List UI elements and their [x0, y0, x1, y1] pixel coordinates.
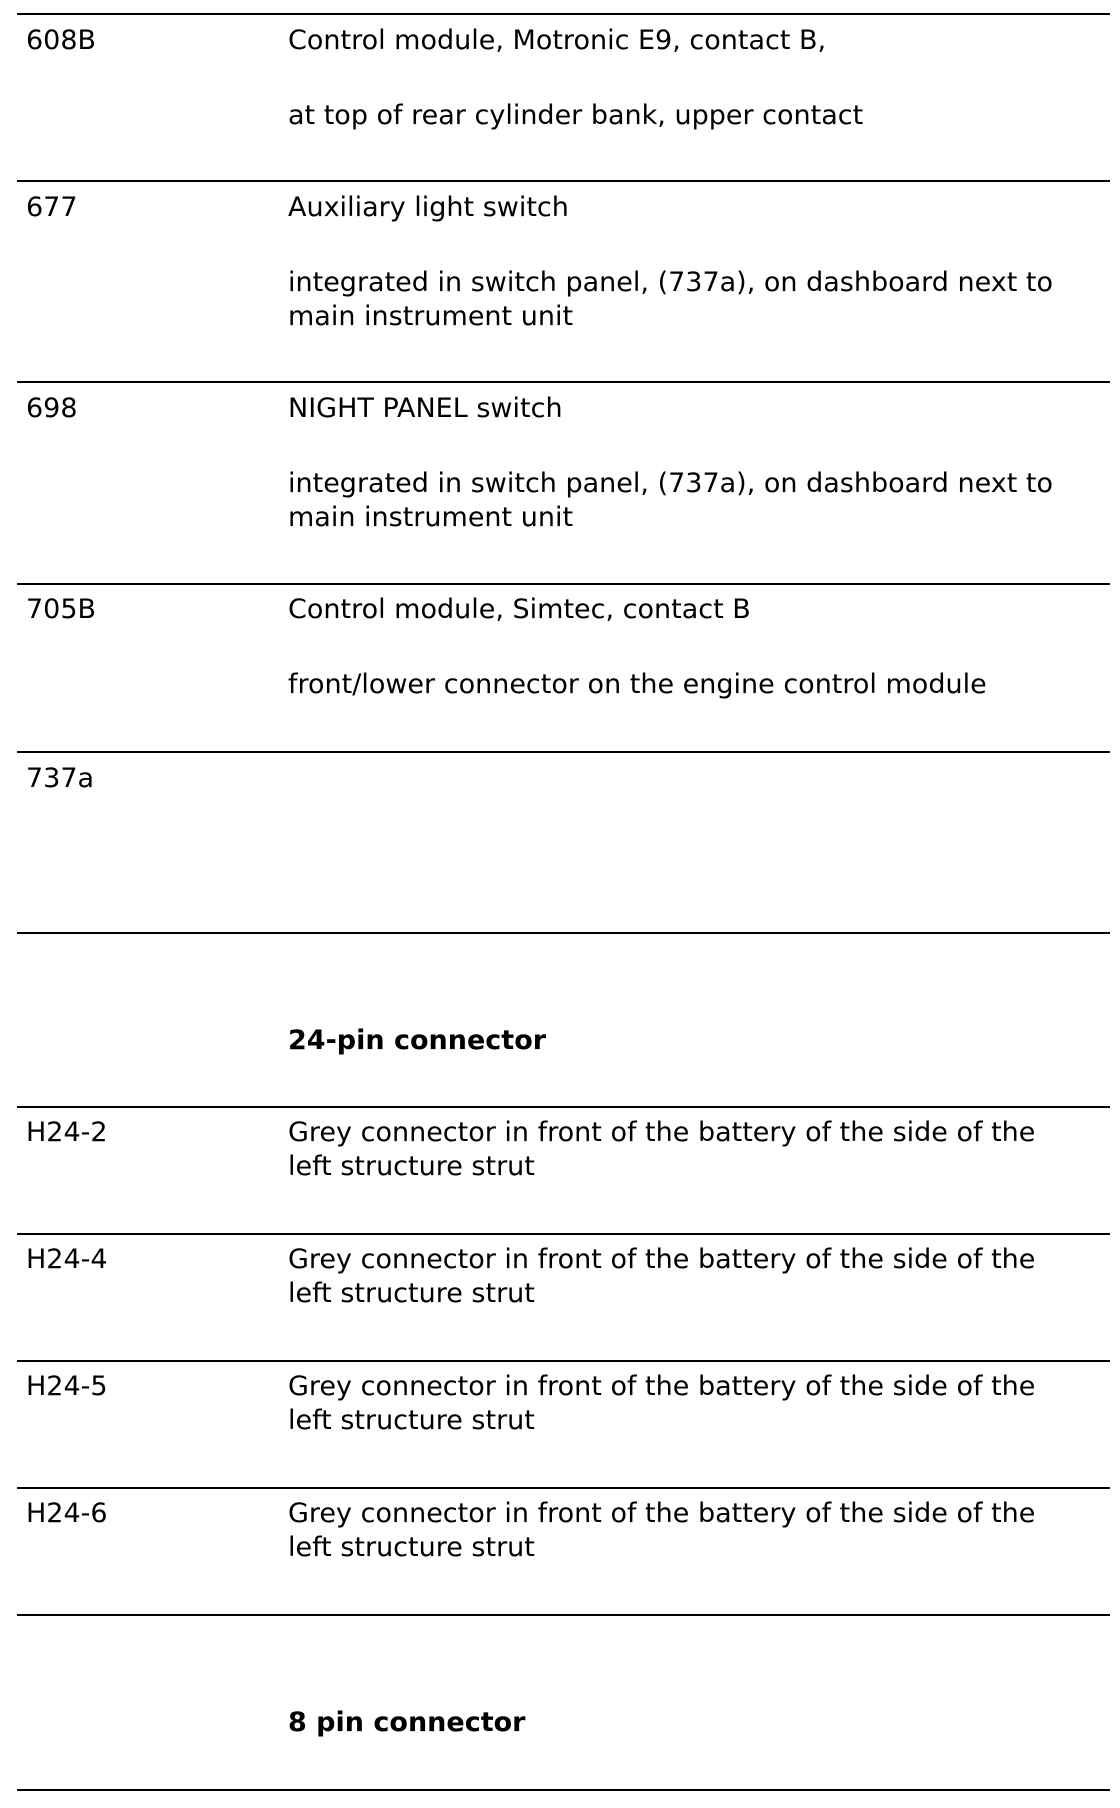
row-divider [17, 1233, 1110, 1235]
row-divider [17, 751, 1110, 753]
section-heading-8-pin: 8 pin connector [288, 1707, 526, 1738]
component-code: 698 [26, 393, 78, 424]
component-location: integrated in switch panel, (737a), on dashboard next to [288, 267, 1054, 298]
component-code: 737a [26, 763, 95, 794]
row-divider [17, 583, 1110, 585]
connector-location: Grey connector in front of the battery of the side of the [288, 1244, 1036, 1275]
connector-location-cont: left structure strut [288, 1532, 535, 1563]
connector-location-cont: left structure strut [288, 1278, 535, 1309]
component-code: 677 [26, 192, 78, 223]
connector-code: H24-5 [26, 1371, 108, 1402]
connector-code: H24-6 [26, 1498, 108, 1529]
row-divider [17, 180, 1110, 182]
connector-location-cont: left structure strut [288, 1405, 535, 1436]
row-divider [17, 381, 1110, 383]
row-divider [17, 1106, 1110, 1108]
row-divider [17, 1360, 1110, 1362]
row-divider [17, 1614, 1110, 1616]
component-location: at top of rear cylinder bank, upper contact [288, 100, 864, 131]
component-location: integrated in switch panel, (737a), on dashboard next to [288, 468, 1054, 499]
component-description: Auxiliary light switch [288, 192, 569, 223]
connector-location-cont: left structure strut [288, 1151, 535, 1182]
component-location-cont: main instrument unit [288, 301, 574, 332]
connector-location: Grey connector in front of the battery of the side of the [288, 1117, 1036, 1148]
component-location-cont: main instrument unit [288, 502, 574, 533]
row-divider [17, 13, 1110, 15]
row-divider [17, 932, 1110, 934]
component-code: 608B [26, 25, 97, 56]
connector-code: H24-2 [26, 1117, 108, 1148]
component-code: 705B [26, 594, 97, 625]
component-description: Control module, Simtec, contact B [288, 594, 751, 625]
connector-location: Grey connector in front of the battery of the side of the [288, 1498, 1036, 1529]
component-description: Control module, Motronic E9, contact B, [288, 25, 827, 56]
component-location: front/lower connector on the engine control module [288, 669, 987, 700]
connector-location: Grey connector in front of the battery of the side of the [288, 1371, 1036, 1402]
component-description: NIGHT PANEL switch [288, 393, 563, 424]
connector-code: H24-4 [26, 1244, 108, 1275]
section-heading-24-pin: 24-pin connector [288, 1025, 547, 1056]
row-divider [17, 1487, 1110, 1489]
row-divider [17, 1789, 1110, 1791]
